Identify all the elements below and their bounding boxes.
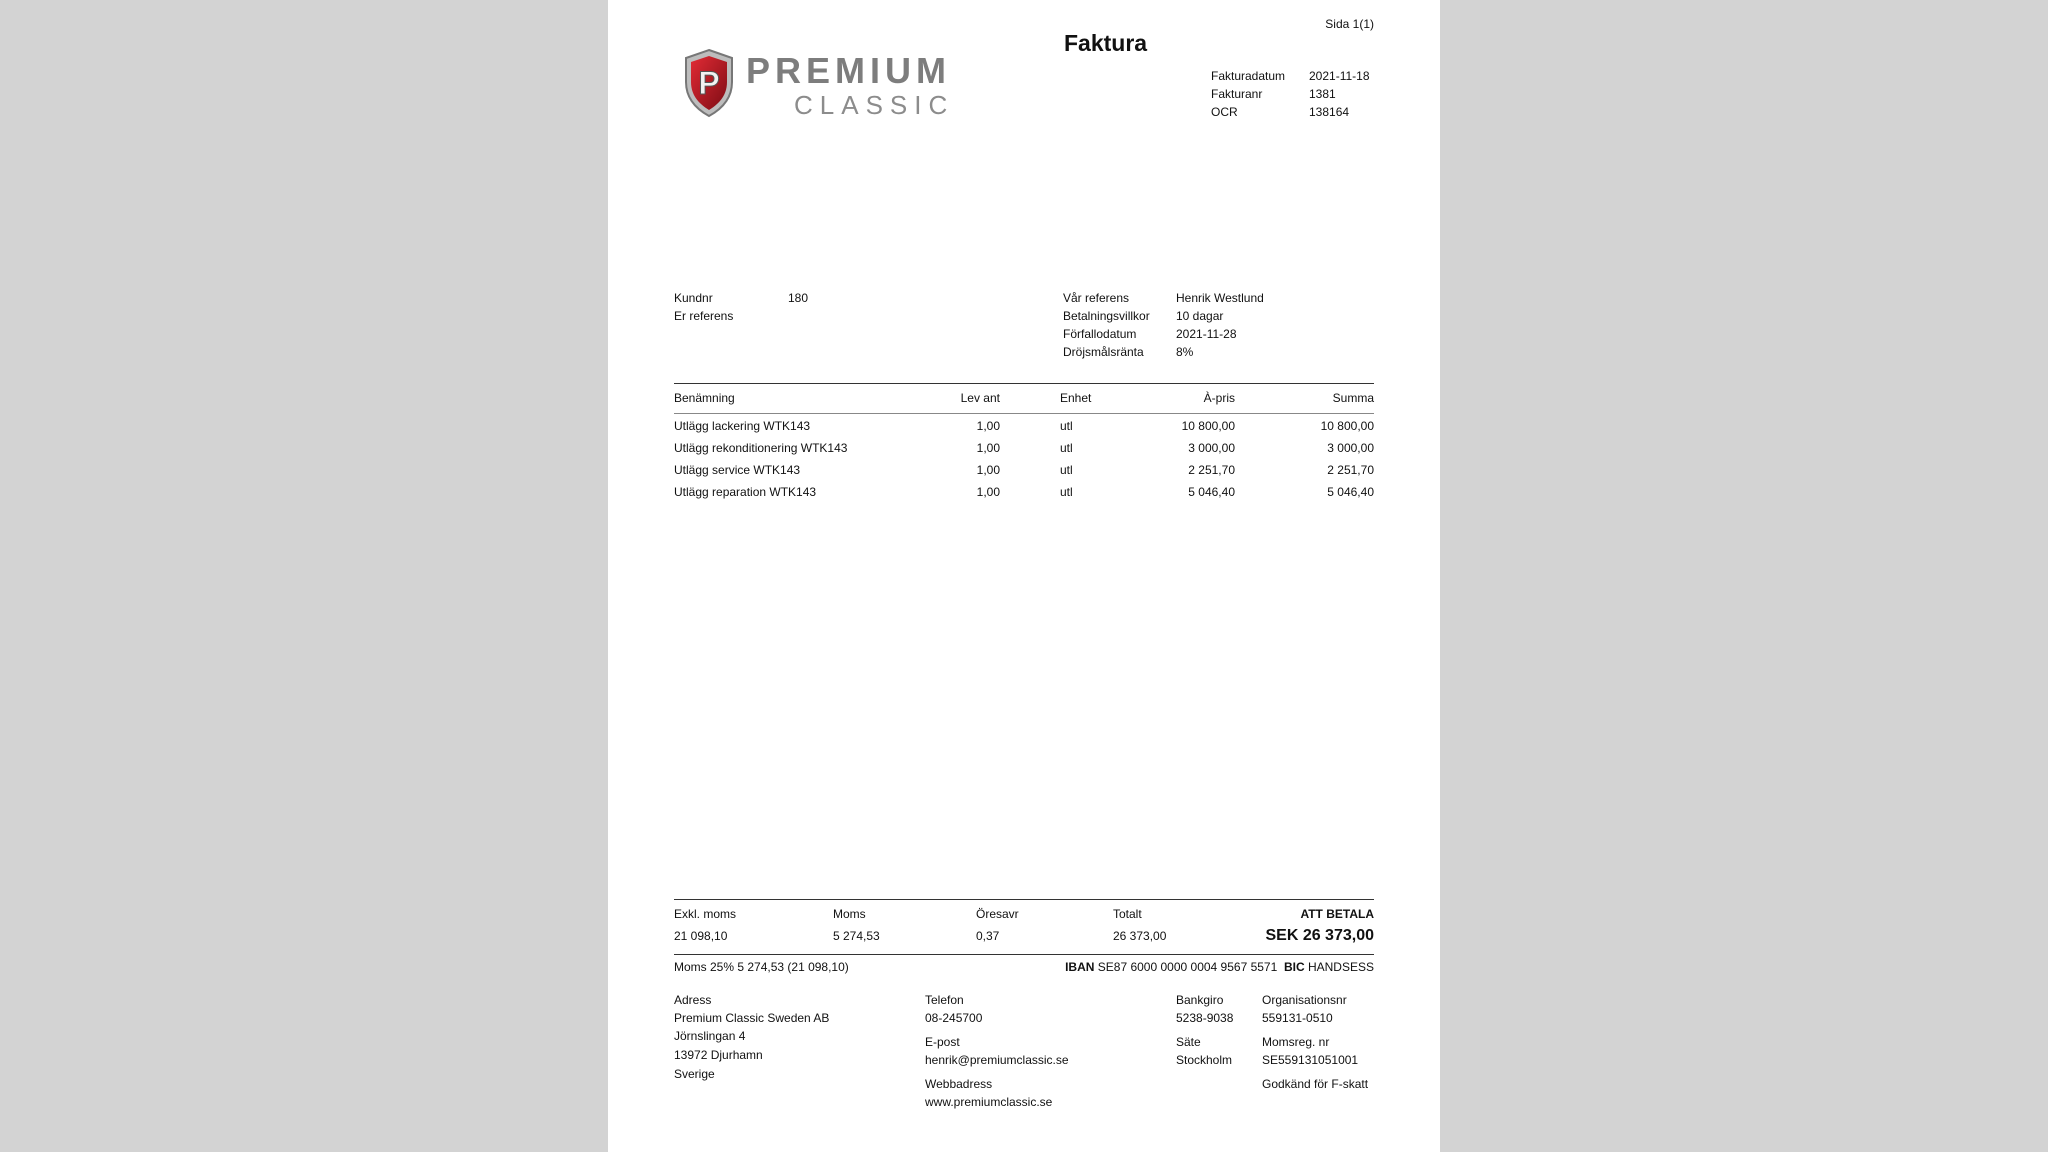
row-sum: 10 800,00 bbox=[1320, 419, 1374, 433]
table-row bbox=[608, 484, 1440, 506]
seat-value: Stockholm bbox=[1176, 1053, 1233, 1067]
customer-number: 180 bbox=[788, 291, 809, 305]
iban-value: SE87 6000 0000 0004 9567 5571 bbox=[1097, 960, 1278, 974]
meta-value: 2021-11-18 bbox=[1309, 69, 1370, 83]
col-header-qty: Lev ant bbox=[960, 391, 1000, 405]
row-sum: 3 000,00 bbox=[1327, 441, 1374, 455]
meta-value: 138164 bbox=[1309, 105, 1350, 119]
website-value: www.premiumclassic.se bbox=[925, 1095, 1053, 1109]
term-label: Vår referens bbox=[1063, 291, 1130, 305]
row-unit: utl bbox=[1060, 441, 1073, 455]
row-qty: 1,00 bbox=[976, 463, 1000, 477]
org-number-label: Organisationsnr bbox=[1262, 993, 1347, 1007]
row-qty: 1,00 bbox=[976, 419, 1000, 433]
rounding-value: 0,37 bbox=[976, 929, 1000, 943]
term-value: 8% bbox=[1176, 345, 1194, 359]
table-top-rule bbox=[674, 383, 1374, 384]
term-value: Henrik Westlund bbox=[1176, 291, 1264, 305]
amount-due-label: ATT BETALA bbox=[1300, 907, 1374, 921]
row-qty: 1,00 bbox=[976, 441, 1000, 455]
address-label: Adress bbox=[674, 993, 712, 1007]
term-label: Betalningsvillkor bbox=[1063, 309, 1150, 323]
iban-label: IBAN bbox=[1065, 960, 1095, 974]
table-row bbox=[608, 418, 1440, 440]
bic-value: HANDSESS bbox=[1307, 960, 1374, 974]
col-header-sum: Summa bbox=[1332, 391, 1374, 405]
row-unit: utl bbox=[1060, 485, 1073, 499]
shield-icon bbox=[682, 48, 736, 118]
vat-label: Moms bbox=[833, 907, 866, 921]
term-value: 2021-11-28 bbox=[1176, 327, 1237, 341]
org-number-value: 559131-0510 bbox=[1262, 1011, 1333, 1025]
row-sum: 5 046,40 bbox=[1327, 485, 1374, 499]
meta-label: Fakturanr bbox=[1211, 87, 1263, 101]
logo-initial: P bbox=[698, 65, 720, 101]
address-line: Premium Classic Sweden AB bbox=[674, 1011, 830, 1025]
rounding-label: Öresavr bbox=[976, 907, 1019, 921]
logo-word-premium: PREMIUM bbox=[746, 50, 951, 91]
row-name: Utlägg reparation WTK143 bbox=[674, 485, 817, 499]
meta-value: 1381 bbox=[1309, 87, 1336, 101]
term-label: Dröjsmålsränta bbox=[1063, 345, 1144, 359]
amount-due-value: SEK 26 373,00 bbox=[1265, 927, 1374, 944]
address-line: 13972 Djurhamn bbox=[674, 1048, 763, 1062]
row-price: 2 251,70 bbox=[1188, 463, 1235, 477]
total-value: 26 373,00 bbox=[1113, 929, 1167, 943]
f-tax-approval: Godkänd för F-skatt bbox=[1262, 1077, 1369, 1091]
row-price: 3 000,00 bbox=[1188, 441, 1235, 455]
excl-vat-value: 21 098,10 bbox=[674, 929, 728, 943]
row-unit: utl bbox=[1060, 419, 1073, 433]
vat-value: 5 274,53 bbox=[833, 929, 880, 943]
your-reference-label: Er referens bbox=[674, 309, 734, 323]
email-value: henrik@premiumclassic.se bbox=[925, 1053, 1069, 1067]
row-unit: utl bbox=[1060, 463, 1073, 477]
vat-reg-label: Momsreg. nr bbox=[1262, 1035, 1330, 1049]
address-line: Jörnslingan 4 bbox=[674, 1029, 746, 1043]
seat-label: Säte bbox=[1176, 1035, 1201, 1049]
totals-bottom-rule bbox=[674, 954, 1374, 955]
bic-label: BIC bbox=[1283, 960, 1305, 974]
excl-vat-label: Exkl. moms bbox=[674, 907, 737, 921]
invoice-page bbox=[608, 0, 1440, 1152]
logo-word-classic: CLASSIC bbox=[794, 90, 955, 120]
document-title: Faktura bbox=[1064, 30, 1148, 56]
col-header-unit: Enhet bbox=[1060, 391, 1092, 405]
bankgiro-label: Bankgiro bbox=[1176, 993, 1224, 1007]
row-name: Utlägg service WTK143 bbox=[674, 463, 801, 477]
phone-label: Telefon bbox=[925, 993, 964, 1007]
table-header-rule bbox=[674, 413, 1374, 414]
vat-breakdown: Moms 25% 5 274,53 (21 098,10) bbox=[674, 960, 849, 974]
customer-number-label: Kundnr bbox=[674, 291, 713, 305]
row-price: 5 046,40 bbox=[1188, 485, 1235, 499]
term-value: 10 dagar bbox=[1176, 309, 1224, 323]
website-label: Webbadress bbox=[925, 1077, 993, 1091]
phone-value: 08-245700 bbox=[925, 1011, 983, 1025]
meta-label: Fakturadatum bbox=[1211, 69, 1286, 83]
address-line: Sverige bbox=[674, 1067, 715, 1081]
bank-details bbox=[1065, 959, 1374, 975]
col-header-name: Benämning bbox=[674, 391, 735, 405]
email-label: E-post bbox=[925, 1035, 960, 1049]
total-label: Totalt bbox=[1113, 907, 1142, 921]
row-qty: 1,00 bbox=[976, 485, 1000, 499]
row-name: Utlägg lackering WTK143 bbox=[674, 419, 811, 433]
term-label: Förfallodatum bbox=[1063, 327, 1137, 341]
table-row bbox=[608, 462, 1440, 484]
meta-label: OCR bbox=[1211, 105, 1238, 119]
company-logo bbox=[682, 48, 955, 120]
row-price: 10 800,00 bbox=[1181, 419, 1235, 433]
vat-reg-value: SE559131051001 bbox=[1262, 1053, 1359, 1067]
bankgiro-value: 5238-9038 bbox=[1176, 1011, 1234, 1025]
row-sum: 2 251,70 bbox=[1327, 463, 1374, 477]
col-header-price: À-pris bbox=[1203, 391, 1235, 405]
page-number: Sida 1(1) bbox=[1325, 17, 1374, 31]
totals-top-rule bbox=[674, 899, 1374, 900]
table-row bbox=[608, 440, 1440, 462]
row-name: Utlägg rekonditionering WTK143 bbox=[674, 441, 848, 455]
